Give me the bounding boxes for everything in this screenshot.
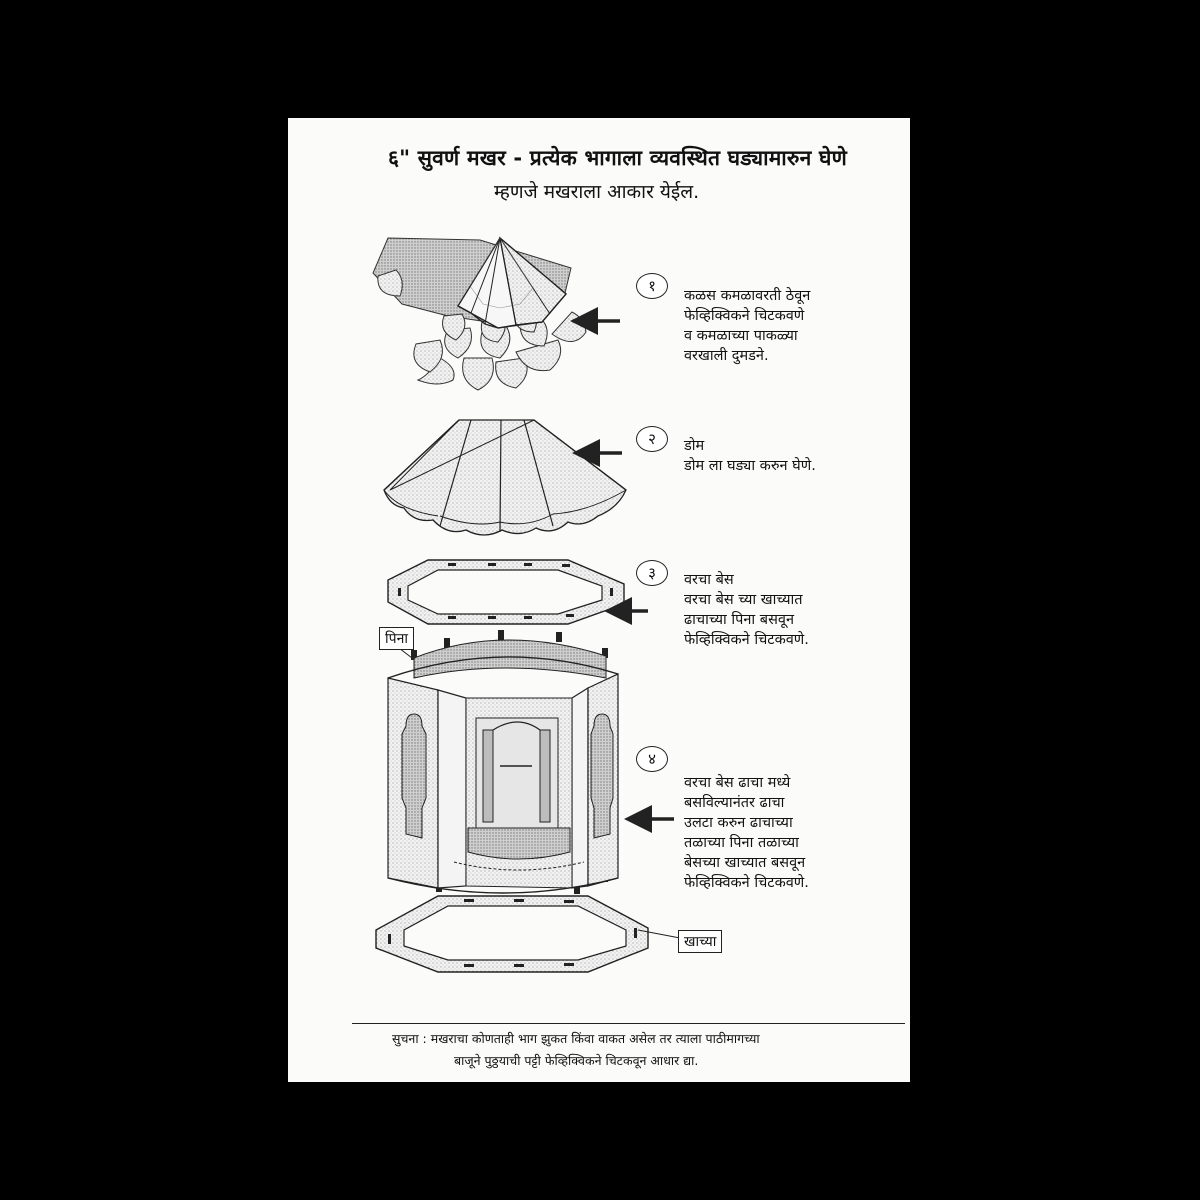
dome-illustration xyxy=(384,420,626,535)
step-1-line: व कमळाच्या पाकळ्या xyxy=(684,328,798,344)
assembly-diagram xyxy=(288,118,910,1082)
step-number-2: २ xyxy=(636,426,668,452)
step-2-line: डोम xyxy=(684,438,705,454)
step-1-line: वरखाली दुमडने. xyxy=(684,348,769,364)
page-subtitle: म्हणजे मखराला आकार येईल. xyxy=(494,181,700,203)
footer-divider xyxy=(352,1023,905,1024)
kalash-lotus-illustration xyxy=(373,238,586,390)
step-number-3: ३ xyxy=(636,560,668,586)
step-number-1: १ xyxy=(636,273,668,299)
page-title: ६" सुवर्ण मखर - प्रत्येक भागाला व्यवस्थित घड्यामारुन घेणे xyxy=(388,146,848,170)
step-4-line: बसविल्यानंतर ढाचा xyxy=(684,795,785,811)
step-3-text xyxy=(684,570,809,650)
step-4-line: बेसच्या खाच्यात बसवून xyxy=(684,855,806,871)
step-1-line: फेव्हिक्विकने चिटकवणे xyxy=(684,308,805,324)
step-1-line: कळस कमळावरती ठेवून xyxy=(684,288,811,304)
step-3-line: ढाचाच्या पिना बसवून xyxy=(684,612,794,628)
note-line-2: बाजूने पुठ्ठयाची पट्टी फेव्हिक्विकने चिटकवून आधार द्या. xyxy=(454,1053,699,1068)
step-number-4: ४ xyxy=(636,746,668,772)
step-4-text xyxy=(684,773,809,893)
step-3-line: फेव्हिक्विकने चिटकवणे. xyxy=(684,632,809,648)
lower-base-illustration xyxy=(376,896,680,972)
step-4-line: उलटा करुन ढाचाच्या xyxy=(684,815,793,831)
step-3-line: वरचा बेस xyxy=(684,572,734,588)
slots-label: खाच्या xyxy=(678,930,722,953)
pins-label: पिना xyxy=(379,627,414,650)
upper-base-illustration xyxy=(388,560,624,624)
step-3-line: वरचा बेस च्या खाच्यात xyxy=(684,592,803,608)
note-line-1: सुचना : मखराचा कोणताही भाग झुकत किंवा वाकत असेल तर त्याला पाठीमागच्या xyxy=(392,1031,760,1046)
instruction-sheet xyxy=(288,118,910,1082)
step-4-line: तळाच्या पिना तळाच्या xyxy=(684,835,799,851)
step-1-text xyxy=(684,286,810,366)
step-2-text xyxy=(684,436,816,476)
step-2-line: डोम ला घड्या करुन घेणे. xyxy=(684,458,816,474)
step-4-line: फेव्हिक्विकने चिटकवणे. xyxy=(684,875,809,891)
step-4-line: वरचा बेस ढाचा मध्ये xyxy=(684,775,791,791)
frame-illustration xyxy=(388,630,618,894)
